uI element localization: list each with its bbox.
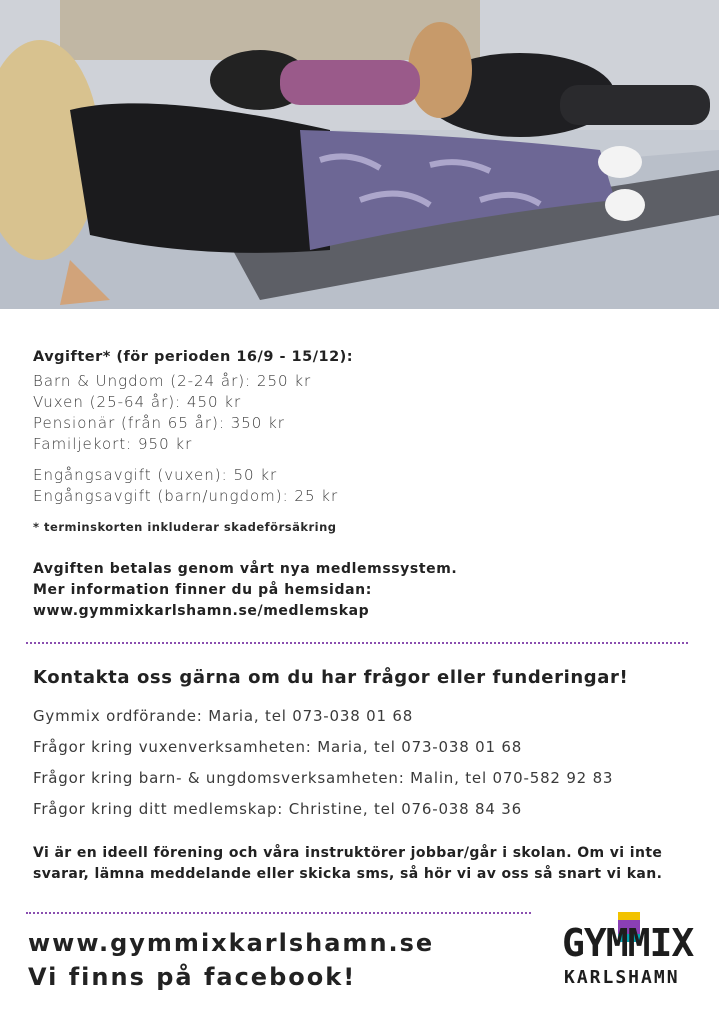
hero-photo-illustration <box>0 0 719 309</box>
hero-photo <box>0 0 719 309</box>
contact-line-medlemskap: Frågor kring ditt medlemskap: Christine, tel 076-038 84 36 <box>33 800 522 818</box>
footer-website-link[interactable]: www.gymmixkarlshamn.se <box>28 929 435 957</box>
footer-divider <box>26 912 531 914</box>
contact-line-barn: Frågor kring barn- & ungdomsverksamheten: Malin, tel 070-582 92 83 <box>33 769 614 787</box>
payment-line-2: Mer information finner du på hemsidan: <box>33 582 372 598</box>
fees-heading: Avgifter* (för perioden 16/9 - 15/12): <box>33 349 354 365</box>
fee-item-familjekort: Familjekort: 950 kr <box>33 435 193 453</box>
logo-wordmark: GYMMIX <box>562 921 694 965</box>
payment-line-1: Avgiften betalas genom vårt nya medlemssystem. <box>33 561 458 577</box>
payment-website-link[interactable]: www.gymmixkarlshamn.se/medlemskap <box>33 603 370 619</box>
fee-item-pensionar: Pensionär (från 65 år): 350 kr <box>33 414 285 432</box>
logo-city: KARLSHAMN <box>564 967 680 988</box>
contact-line-ordforande: Gymmix ordförande: Maria, tel 073-038 01 68 <box>33 707 414 725</box>
footer-facebook-text[interactable]: Vi finns på facebook! <box>28 963 357 991</box>
info-line-1: Vi är en ideell förening och våra instruktörer jobbar/går i skolan. Om vi inte <box>33 845 663 861</box>
gymmix-logo <box>562 912 697 992</box>
info-line-2: svarar, lämna meddelande eller skicka sms, så hör vi av oss så snart vi kan. <box>33 866 663 882</box>
onetime-fee-vuxen: Engångsavgift (vuxen): 50 kr <box>33 466 278 484</box>
fee-item-vuxen: Vuxen (25-64 år): 450 kr <box>33 393 242 411</box>
contact-line-vuxen: Frågor kring vuxenverksamheten: Maria, tel 073-038 01 68 <box>33 738 523 756</box>
fee-item-barn: Barn & Ungdom (2-24 år): 250 kr <box>33 372 312 390</box>
section-divider <box>26 642 688 644</box>
contact-heading: Kontakta oss gärna om du har frågor eller funderingar! <box>33 667 629 688</box>
fees-note: * terminskorten inkluderar skadeförsäkring <box>33 520 337 534</box>
onetime-fee-barn: Engångsavgift (barn/ungdom): 25 kr <box>33 487 339 505</box>
